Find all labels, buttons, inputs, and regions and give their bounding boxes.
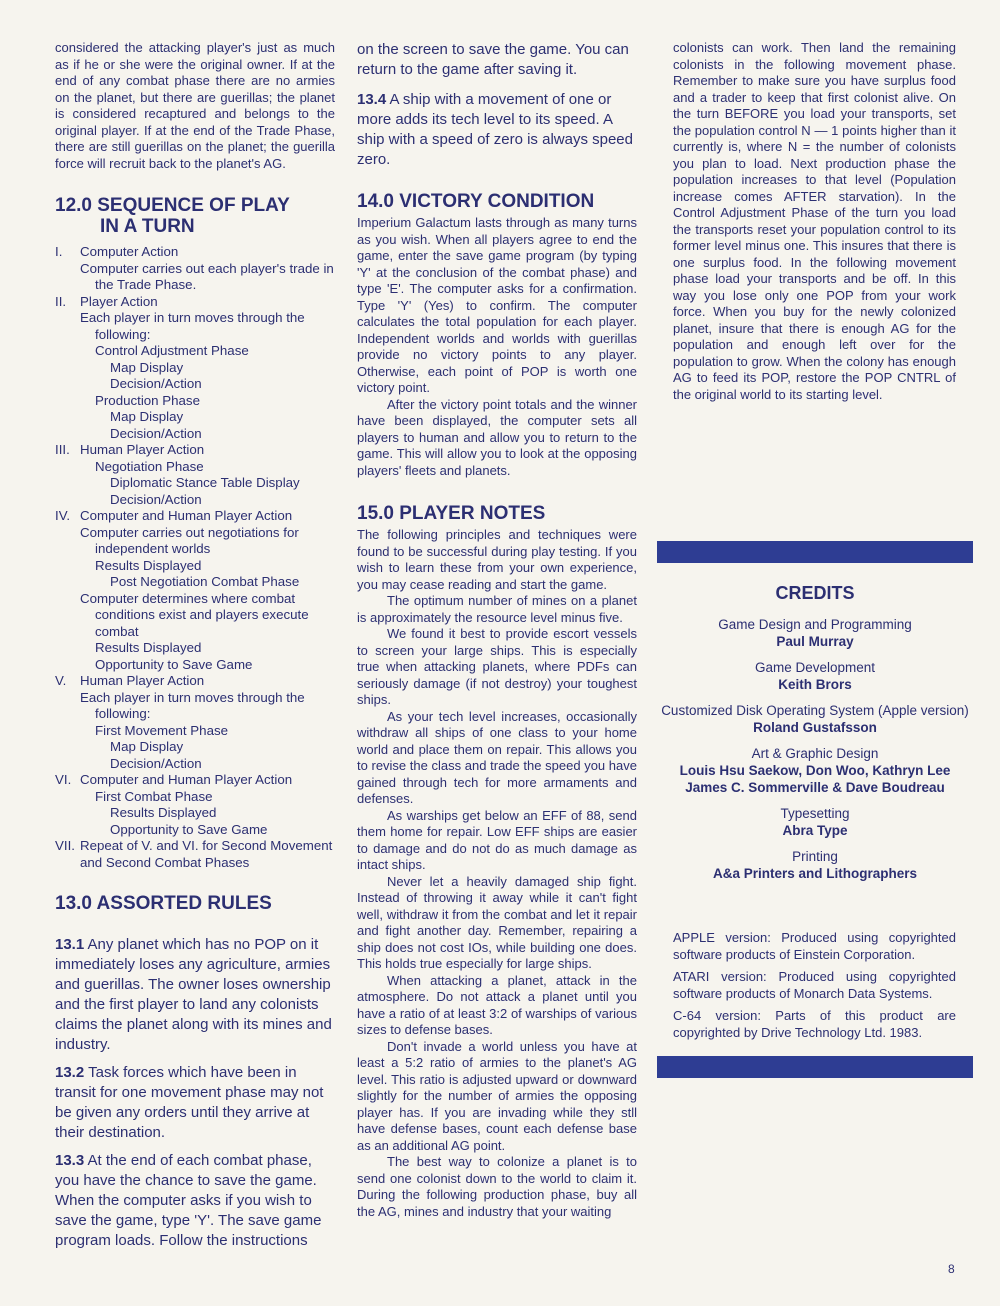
section-12-heading [55, 195, 335, 237]
outline-item [55, 640, 335, 657]
outline-number: V. [55, 673, 67, 688]
outline-number: II. [55, 293, 67, 309]
section-15-paragraph: The following principles and techniques were found to be successful during play testing. If you wish to learn these from your own experience, you may cease reading and start the game. [357, 527, 637, 592]
rule-number: 13.1 [55, 936, 85, 953]
outline-item [55, 525, 335, 558]
outline-item [55, 426, 335, 443]
rule-13-2 [55, 1063, 335, 1143]
column-left [55, 40, 335, 1251]
credit-name: Louis Hsu Saekow, Don Woo, Kathryn Lee James C. Sommerville & Dave Boudreau [679, 763, 951, 795]
outline-item [55, 393, 335, 410]
rule-13-3 [55, 1151, 335, 1251]
outline-item [55, 310, 335, 343]
rule-number: 13.3 [55, 1152, 85, 1169]
outline-number: I. [55, 244, 63, 259]
section-15-paragraph: The best way to colonize a planet is to send one colonist down to the world to claim it. During the following production phase, buy all the AG, mines and industry that your waiting [357, 1154, 637, 1219]
outline-text: Production Phase [95, 392, 200, 408]
credits-title: CREDITS [775, 583, 855, 603]
outline-text: Computer and Human Player Action [80, 508, 293, 523]
rule-13-4 [357, 90, 637, 170]
credit-name: Abra Type [782, 823, 848, 838]
column-right [673, 40, 956, 403]
outline-text: Map Display [110, 409, 184, 424]
section-15-paragraph: As your tech level increases, occasionally withdraw all ships of one class to your home world and place them on repair. This allows you to revise the class and trade the speed you have gained through tech for more armaments and defenses. [357, 708, 637, 806]
credit-role: Game Development [754, 660, 876, 675]
rule-number: 13.4 [357, 91, 387, 108]
outline-text: Negotiation Phase [95, 458, 204, 474]
rule-text: Task forces which have been in transit for one movement phase may not be given any orders until they arrive at their destination. [55, 1064, 324, 1141]
credit-role: Game Design and Programming [718, 617, 912, 632]
outline-item [55, 805, 335, 822]
copyright-notes [673, 929, 956, 1046]
credit-role: Printing [792, 849, 838, 864]
outline-item [55, 756, 335, 773]
outline-text: Repeat of V. and VI. for Second Movement and Second Combat Phases [80, 838, 333, 870]
outline-item [55, 673, 335, 690]
intro-paragraph: considered the attacking player's just as much as if he or she were the original owner. If at the end of any combat phase there are no armies on the planet, but there are guerillas; the planet is considered recaptured and belongs to the original player. If at the end of the Trade Phase, there are still guerillas on the planet; the guerilla force will recruit back to the planet's AG. [55, 40, 335, 171]
outline-text: Results Displayed [110, 805, 217, 820]
section-13-heading: 13.0 ASSORTED RULES [55, 893, 272, 914]
outline-item [55, 591, 335, 641]
outline-item [55, 475, 335, 492]
section-15-paragraph: Don't invade a world unless you have at least a 5:2 ratio of armies to the planet's AG level. This ratio is adjusted upward or downward slightly for the number of armies the opposing player has. If you are invading while they stll have defense bases, count each defense base as an additional AG point. [357, 1038, 637, 1153]
outline-item [55, 657, 335, 674]
outline-item [55, 558, 335, 575]
outline-text: Decision/Action [110, 425, 202, 441]
outline-item [55, 294, 335, 311]
outline-text: Control Adjustment Phase [95, 343, 249, 358]
outline-item [55, 459, 335, 476]
outline-item [55, 822, 335, 839]
outline-item [55, 360, 335, 377]
atari-note: ATARI version: Produced using copyrighted software products of Monarch Data Systems. [673, 969, 956, 1001]
c64-note: C-64 version: Parts of this product are copyrighted by Drive Technology Ltd. 1983. [673, 1008, 956, 1040]
rule-text: At the end of each combat phase, you have the chance to save the game. When the computer asks if you wish to save the game, type 'Y'. The save game program loads. Follow the instructions [55, 1152, 322, 1249]
outline-text: Decision/Action [110, 376, 202, 391]
section-15-paragraph: As warships get below an EFF of 88, send them home for repair. Low EFF ships are easier to damage and do not do as much damage as intact ships. [357, 807, 637, 872]
credits-bottom-bar [657, 1056, 973, 1078]
sequence-outline [55, 244, 335, 871]
outline-item [55, 574, 335, 591]
outline-text: Opportunity to Save Game [110, 821, 268, 837]
outline-text: Map Display [110, 739, 184, 754]
credit-role: Customized Disk Operating System (Apple version) [661, 703, 969, 718]
credit-name: Roland Gustafsson [753, 720, 877, 735]
section-14-paragraph-1: Imperium Galactum lasts through as many turns as you wish. When all players agree to end the game, enter the save game program (by typing 'Y' at the conclusion of the combat phase) and type 'E'. The computer asks for a confirmation. Type 'Y' (Yes) to confirm. The computer calculates the total population for each player. Independent worlds and worlds with guerillas provide no victory points to any player. Otherwise, each point of POP is worth one victory point. [357, 215, 637, 395]
outline-text: Each player in turn moves through the following: [80, 689, 305, 721]
section-12-title-line2: IN A TURN [100, 216, 195, 237]
credit-role: Typesetting [780, 806, 850, 821]
credits-list [657, 616, 973, 882]
outline-item [55, 772, 335, 789]
outline-text: Opportunity to Save Game [95, 656, 253, 672]
outline-text: Post Negotiation Combat Phase [110, 574, 300, 589]
section-12-title-line1: 12.0 SEQUENCE OF PLAY [55, 195, 290, 216]
outline-text: Each player in turn moves through the following: [80, 310, 305, 342]
outline-number: VII. [55, 838, 75, 853]
outline-text: Computer Action [80, 244, 179, 259]
outline-text: Decision/Action [110, 491, 202, 507]
outline-text: Computer carries out negotiations for independent worlds [80, 524, 299, 556]
rule-13-1 [55, 935, 335, 1055]
credit-name: Keith Brors [778, 677, 852, 692]
credits-top-bar [657, 541, 973, 563]
outline-item [55, 442, 335, 459]
outline-text: First Combat Phase [95, 788, 213, 804]
credit-name: Paul Murray [776, 634, 854, 649]
outline-number: VI. [55, 772, 72, 787]
outline-item [55, 690, 335, 723]
player-notes-continued: colonists can work. Then land the remaining colonists in the following movement phase. Remember to make sure you have surplus food and a trader to keep that first colonist alive. On the turn BEFORE you load your transports, set the population control N — 1 points higher than it currently is, where N = the number of colonists you plan to load. Next production phase the population increases to that level (Population increase comes AFTER starvation). In the Control Adjustment Phase of the turn you load the transports reset your population control to its former level minus one. This insures that there is one surplus food. In the following movement phase load your transports and be off. In this way you lose only one POP from your work force. When you buy for the newly colonized planet, insure that there is enough AG for the population and enough left over for the population to grow. When the colony has enough AG to feed its POP, restore the POP CNTRL of the original world to its starting level. [673, 40, 956, 402]
outline-item [55, 244, 335, 261]
outline-text: Computer determines where combat conditions exist and players execute combat [80, 590, 309, 639]
outline-item [55, 508, 335, 525]
outline-item [55, 261, 335, 294]
outline-text: Diplomatic Stance Table Display [110, 475, 300, 490]
page-number: 8 [948, 1262, 955, 1276]
outline-item [55, 492, 335, 509]
outline-text: Computer carries out each player's trade in the Trade Phase. [80, 260, 334, 292]
credits-block [657, 583, 973, 891]
outline-text: Map Display [110, 359, 184, 375]
outline-text: Computer and Human Player Action [80, 772, 293, 787]
rule-13-3-continued: on the screen to save the game. You can return to the game after saving it. [357, 41, 629, 78]
rule-text: A ship with a movement of one or more adds its tech level to its speed. A ship with a speed of zero is always speed zero. [357, 91, 633, 168]
outline-text: Results Displayed [95, 640, 202, 655]
outline-text: Player Action [80, 293, 158, 309]
rule-text: Any planet which has no POP on it immediately loses any agriculture, armies and guerillas. The owner loses ownership and the first player to land any colonists claims the planet along with its mines and industry. [55, 936, 332, 1053]
outline-text: Results Displayed [95, 557, 202, 573]
outline-item [55, 376, 335, 393]
outline-item [55, 409, 335, 426]
section-15-paragraph: The optimum number of mines on a planet is approximately the resource level minus five. [357, 593, 637, 625]
section-15-heading: 15.0 PLAYER NOTES [357, 503, 546, 524]
outline-item [55, 789, 335, 806]
outline-text: Decision/Action [110, 755, 202, 771]
section-15-paragraph: We found it best to provide escort vessels to screen your large ships. This is especially true when attacking planets, where PDFs can seriously damage (if not destroy) your toughest ships. [357, 626, 637, 707]
credit-name: A&a Printers and Lithographers [712, 866, 918, 881]
outline-item [55, 723, 335, 740]
section-15-paragraph: When attacking a planet, attack in the atmosphere. Do not attack a planet until you have a ratio of at least 3:2 of warships of various sizes to defense bases. [357, 972, 637, 1037]
outline-text: First Movement Phase [95, 722, 229, 738]
outline-number: IV. [55, 508, 71, 523]
rule-number: 13.2 [55, 1064, 85, 1081]
outline-item [55, 343, 335, 360]
section-14-paragraph-2: After the victory point totals and the winner have been displayed, the computer sets all players to human and allow you to return to the game. This will allow you to look at the opposing players' fleets and planets. [357, 396, 637, 478]
section-15-paragraph: Never let a heavily damaged ship fight. Instead of throwing it away while it can't fight well, withdraw it from the combat and let it repair and fight another day. Remember, repairing a ship does not cost IOs, while building one does. This holds true especially for large ships. [357, 873, 637, 971]
outline-item [55, 739, 335, 756]
outline-item [55, 838, 335, 871]
apple-note: APPLE version: Produced using copyrighted software products of Einstein Corporation. [673, 930, 956, 962]
outline-text: Human Player Action [80, 442, 205, 457]
outline-number: III. [55, 442, 70, 457]
credit-role: Art & Graphic Design [751, 746, 879, 761]
section-14-heading: 14.0 VICTORY CONDITION [357, 191, 595, 212]
outline-text: Human Player Action [80, 673, 205, 688]
column-middle [357, 40, 637, 1220]
